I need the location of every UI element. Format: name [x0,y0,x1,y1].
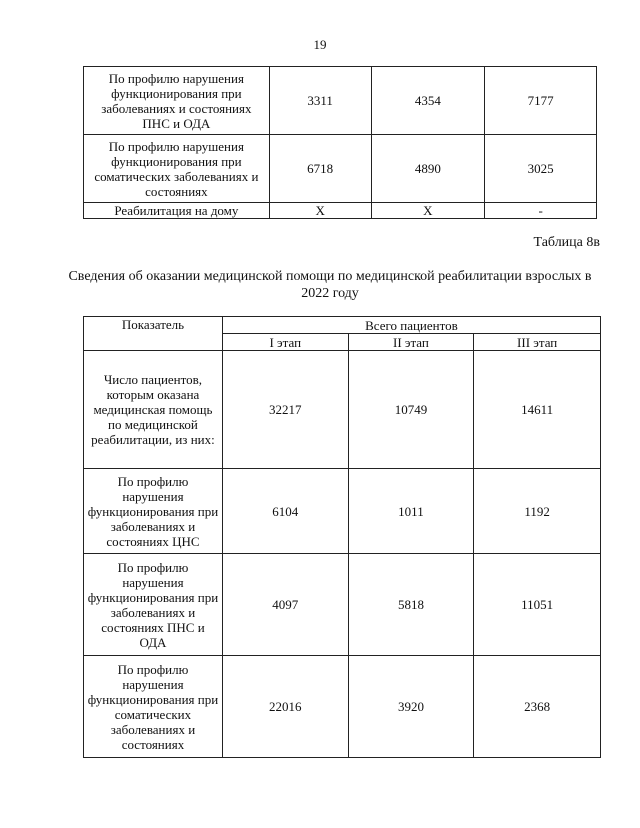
value-cell: 3311 [269,67,371,135]
table-row [84,203,597,219]
table-row [84,351,601,469]
value-cell: 11051 [474,554,601,656]
value-cell: 4354 [371,67,485,135]
row-label: Реабилитация на дому [84,203,270,219]
value-cell: 32217 [222,351,348,469]
value-cell: 4890 [371,135,485,203]
row-label: По профилю нарушения функционирования при заболеваниях и состояниях ПНС и ОДА [84,67,270,135]
value-cell: 1011 [348,469,474,554]
header-stage-1: I этап [222,334,348,351]
value-cell: 5818 [348,554,474,656]
table-heading: Сведения об оказании медицинской помощи по медицинской реабилитации взрослых в 2022 году [68,269,592,301]
value-cell: 2368 [474,656,601,758]
table-row [84,67,597,135]
value-cell: 1192 [474,469,601,554]
value-cell: 7177 [485,67,597,135]
table-caption: Таблица 8в [533,235,600,250]
value-cell: Х [371,203,485,219]
value-cell: 22016 [222,656,348,758]
rehabilitation-table [83,316,601,758]
value-cell: Х [269,203,371,219]
value-cell: - [485,203,597,219]
header-total: Всего пациентов [222,317,600,334]
value-cell: 14611 [474,351,601,469]
value-cell: 3025 [485,135,597,203]
value-cell: 4097 [222,554,348,656]
row-label: По профилю нарушения функционирования при соматических заболеваниях и состояниях [84,135,270,203]
page-number: 19 [313,37,327,52]
table-row [84,135,597,203]
header-indicator: Показатель [84,317,223,351]
table-row [84,469,601,554]
table-row [84,656,601,758]
row-label: По профилю нарушения функционирования при заболеваниях и состояниях ПНС и ОДА [84,554,223,656]
header-stage-3: III этап [474,334,601,351]
continued-table [83,66,597,219]
value-cell: 6104 [222,469,348,554]
table-row [84,554,601,656]
value-cell: 10749 [348,351,474,469]
header-row [84,317,601,334]
row-label: По профилю нарушения функционирования при соматических заболеваниях и состояниях [84,656,223,758]
row-label: Число пациентов, которым оказана медицинская помощь по медицинской реабилитации, из них: [84,351,223,469]
header-stage-2: II этап [348,334,474,351]
value-cell: 3920 [348,656,474,758]
row-label: По профилю нарушения функционирования при заболеваниях и состояниях ЦНС [84,469,223,554]
value-cell: 6718 [269,135,371,203]
